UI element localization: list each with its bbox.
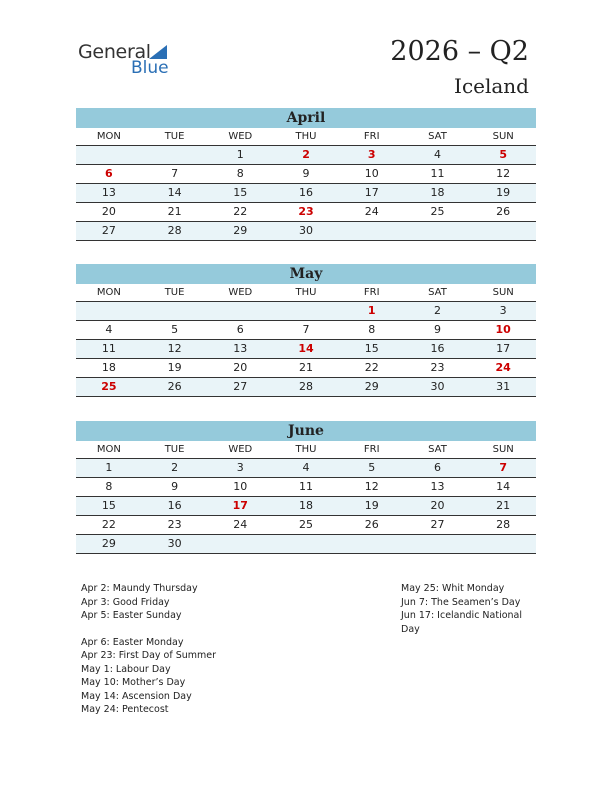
holiday-day-cell: 6 [105, 167, 113, 180]
holiday-day-cell: 3 [367, 148, 376, 161]
day-cell: 2 [433, 304, 441, 317]
day-cell: 26 [496, 205, 511, 218]
day-cell: 1 [236, 148, 244, 161]
day-cell: 14 [496, 480, 511, 493]
week-row [76, 497, 536, 516]
day-cell: 10 [233, 480, 248, 493]
day-cell: 20 [430, 499, 445, 512]
day-cell [76, 146, 142, 164]
holiday-day-cell: 7 [499, 461, 507, 474]
weekday-label: SUN [492, 287, 514, 298]
day-cell: 27 [101, 224, 116, 237]
day-cell: 20 [233, 361, 248, 374]
day-cell: 3 [499, 304, 507, 317]
holiday-note: May 25: Whit Monday [401, 583, 505, 594]
country-name: Iceland [454, 74, 529, 98]
holiday-note: Apr 5: Easter Sunday [81, 610, 182, 621]
day-cell: 1 [105, 461, 113, 474]
calendar-april [76, 108, 536, 241]
day-cell: 10 [364, 167, 379, 180]
weekday-label: FRI [363, 444, 380, 455]
holiday-note: May 10: Mother’s Day [81, 677, 186, 688]
week-row [76, 359, 536, 378]
day-cell [470, 535, 536, 553]
holiday-notes-right [401, 582, 522, 636]
day-cell [405, 535, 471, 553]
weekday-label: TUE [164, 131, 185, 142]
day-cell: 15 [101, 499, 116, 512]
day-cell: 15 [233, 186, 248, 199]
day-cell: 12 [364, 480, 379, 493]
month-title: April [76, 108, 536, 128]
day-cell: 16 [430, 342, 445, 355]
page-title: 2026 – Q2 [390, 36, 529, 67]
weekday-label: THU [295, 287, 317, 298]
calendar-june [76, 421, 536, 554]
weekday-label: TUE [164, 287, 185, 298]
weekday-label: SAT [428, 444, 447, 455]
weekday-label: THU [295, 444, 317, 455]
day-cell [405, 222, 471, 240]
holiday-notes-left [81, 582, 216, 717]
day-cell: 13 [101, 186, 116, 199]
weekday-label: THU [295, 131, 317, 142]
day-cell: 21 [299, 361, 314, 374]
day-cell: 21 [167, 205, 182, 218]
day-cell [76, 302, 142, 320]
day-cell: 18 [101, 361, 116, 374]
holiday-note: Jun 17: Icelandic National [401, 610, 523, 621]
holiday-day-cell: 1 [367, 304, 376, 317]
holiday-note: May 24: Pentecost [81, 704, 169, 715]
day-cell: 8 [368, 323, 376, 336]
day-cell: 11 [430, 167, 445, 180]
day-cell: 14 [167, 186, 182, 199]
holiday-day-cell: 2 [302, 148, 310, 161]
day-cell: 15 [364, 342, 379, 355]
week-row [76, 378, 536, 397]
month-title: June [76, 421, 536, 441]
day-cell [470, 222, 536, 240]
weekday-label: FRI [363, 131, 380, 142]
day-cell [142, 302, 208, 320]
week-row [76, 321, 536, 340]
weekday-label: TUE [164, 444, 185, 455]
day-cell: 5 [171, 323, 179, 336]
weekday-header-row [76, 128, 536, 146]
holiday-note: Apr 23: First Day of Summer [81, 650, 217, 661]
month-title: May [76, 264, 536, 284]
weekday-label: SUN [492, 444, 514, 455]
day-cell: 13 [233, 342, 248, 355]
weekday-label: MON [96, 131, 121, 142]
weekday-label: FRI [363, 287, 380, 298]
day-cell: 12 [496, 167, 511, 180]
week-row [76, 184, 536, 203]
day-cell: 30 [299, 224, 314, 237]
day-cell: 2 [171, 461, 179, 474]
day-cell [142, 146, 208, 164]
logo-triangle-icon [149, 45, 167, 59]
weekday-label: WED [228, 444, 253, 455]
day-cell: 13 [430, 480, 445, 493]
day-cell: 7 [171, 167, 179, 180]
holiday-note: May 1: Labour Day [81, 663, 171, 675]
day-cell: 11 [101, 342, 116, 355]
day-cell [273, 302, 339, 320]
day-cell [339, 535, 405, 553]
weekday-label: SAT [428, 287, 447, 298]
day-cell: 26 [167, 380, 182, 393]
day-cell: 3 [236, 461, 244, 474]
day-cell: 19 [167, 361, 182, 374]
week-row [76, 203, 536, 222]
day-cell: 17 [364, 186, 379, 199]
day-cell: 28 [496, 518, 511, 531]
day-cell: 19 [364, 499, 379, 512]
weekday-label: MON [96, 287, 121, 298]
day-cell: 26 [364, 518, 379, 531]
holiday-day-cell: 23 [298, 205, 314, 218]
day-cell: 30 [167, 537, 182, 550]
day-cell: 18 [299, 499, 314, 512]
day-cell: 9 [171, 480, 179, 493]
weekday-header-row [76, 441, 536, 459]
holiday-day-cell: 17 [232, 499, 248, 512]
day-cell: 7 [302, 323, 310, 336]
day-cell: 30 [430, 380, 445, 393]
day-cell: 8 [105, 480, 113, 493]
day-cell: 23 [167, 518, 182, 531]
holiday-note: Day [401, 623, 420, 635]
day-cell: 22 [101, 518, 116, 531]
day-cell: 23 [430, 361, 445, 374]
day-cell: 4 [433, 148, 441, 161]
day-cell: 29 [101, 537, 116, 550]
weekday-label: SUN [492, 131, 514, 142]
day-cell: 8 [236, 167, 244, 180]
logo-general-text: General [78, 41, 151, 63]
weekday-label: WED [228, 131, 253, 142]
weekday-label: MON [96, 444, 121, 455]
weekday-header-row [76, 284, 536, 302]
day-cell: 12 [167, 342, 182, 355]
week-row [76, 478, 536, 497]
week-row [76, 535, 536, 554]
logo-blue-text: Blue [131, 58, 169, 78]
day-cell: 29 [364, 380, 379, 393]
day-cell: 22 [364, 361, 379, 374]
week-row [76, 340, 536, 359]
day-cell: 28 [299, 380, 314, 393]
day-cell: 5 [368, 461, 376, 474]
day-cell: 16 [167, 499, 182, 512]
day-cell: 25 [430, 205, 445, 218]
day-cell: 21 [496, 499, 511, 512]
day-cell: 17 [496, 342, 511, 355]
day-cell: 24 [364, 205, 379, 218]
day-cell: 4 [105, 323, 113, 336]
holiday-note: Apr 2: Maundy Thursday [81, 583, 198, 594]
logo [78, 40, 188, 80]
day-cell: 9 [433, 323, 441, 336]
week-row [76, 146, 536, 165]
holiday-note: Jun 7: The Seamen’s Day [401, 596, 521, 608]
week-row [76, 459, 536, 478]
calendar-may [76, 264, 536, 397]
week-row [76, 516, 536, 535]
day-cell: 9 [302, 167, 310, 180]
day-cell: 6 [433, 461, 441, 474]
day-cell: 19 [496, 186, 511, 199]
day-cell: 16 [299, 186, 314, 199]
day-cell: 27 [233, 380, 248, 393]
holiday-day-cell: 10 [495, 323, 511, 336]
holiday-day-cell: 14 [298, 342, 314, 355]
day-cell: 22 [233, 205, 248, 218]
day-cell: 29 [233, 224, 248, 237]
day-cell: 18 [430, 186, 445, 199]
week-row [76, 302, 536, 321]
holiday-day-cell: 5 [499, 148, 507, 161]
holiday-day-cell: 25 [101, 380, 117, 393]
day-cell: 6 [236, 323, 244, 336]
day-cell [339, 222, 405, 240]
weekday-label: SAT [428, 131, 447, 142]
day-cell: 25 [299, 518, 314, 531]
day-cell: 11 [299, 480, 314, 493]
day-cell [207, 535, 273, 553]
week-row [76, 222, 536, 241]
day-cell: 28 [167, 224, 182, 237]
day-cell [207, 302, 273, 320]
holiday-note: Apr 6: Easter Monday [81, 636, 184, 648]
holiday-note: Apr 3: Good Friday [81, 596, 170, 608]
day-cell: 27 [430, 518, 445, 531]
day-cell: 20 [101, 205, 116, 218]
day-cell [273, 535, 339, 553]
day-cell: 24 [233, 518, 248, 531]
day-cell: 31 [496, 380, 511, 393]
day-cell: 4 [302, 461, 310, 474]
weekday-label: WED [228, 287, 253, 298]
week-row [76, 165, 536, 184]
holiday-day-cell: 24 [495, 361, 511, 374]
holiday-note: May 14: Ascension Day [81, 690, 192, 702]
